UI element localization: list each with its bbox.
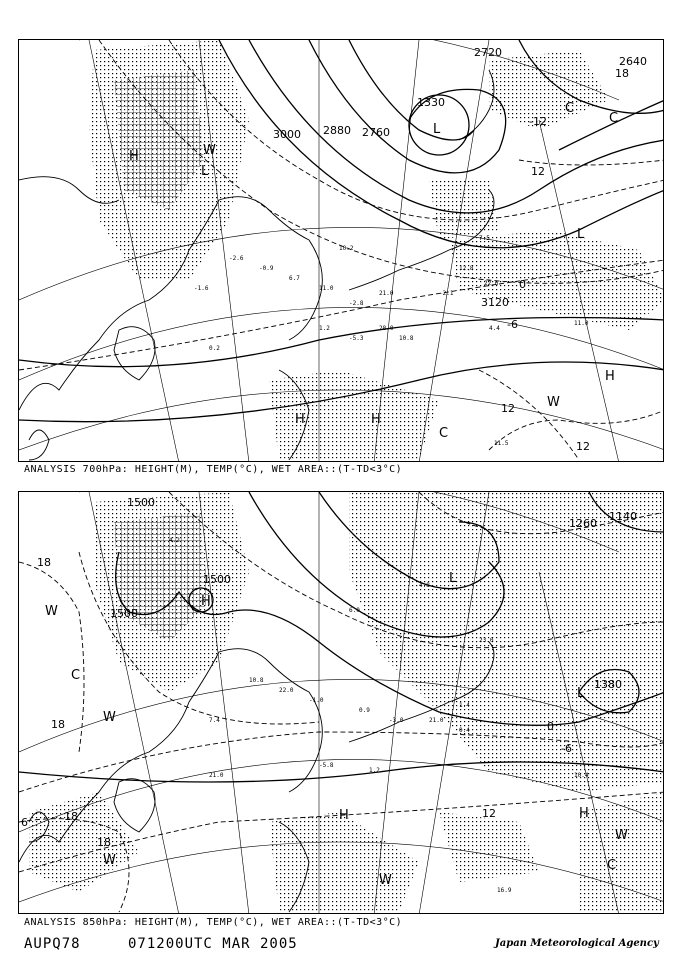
svg-text:4.8: 4.8 <box>419 582 430 589</box>
height-label: 1500 <box>110 607 138 620</box>
temp-label: 18 <box>37 556 51 569</box>
svg-text:16.9: 16.9 <box>497 887 512 894</box>
temp-label: 18 <box>615 67 629 80</box>
warm-center: W <box>547 395 560 410</box>
temp-label: -12 <box>529 115 547 128</box>
low-center: L <box>577 686 585 701</box>
cold-center: C <box>71 668 81 683</box>
svg-text:10.8: 10.8 <box>399 335 414 342</box>
temp-label: -6 <box>561 742 572 755</box>
map-panel-700hpa <box>18 39 664 462</box>
svg-text:21.0: 21.0 <box>429 717 444 724</box>
cold-center: C <box>607 858 617 873</box>
warm-center: W <box>103 710 116 725</box>
temp-label: 12 <box>482 807 496 820</box>
svg-text:11.0: 11.0 <box>574 320 589 327</box>
svg-text:7.5: 7.5 <box>479 235 490 242</box>
warm-center: W <box>103 853 116 868</box>
svg-text:-2.6: -2.6 <box>229 255 244 262</box>
chart-code: AUPQ78 <box>24 936 81 952</box>
low-center: L <box>201 164 209 179</box>
svg-text:6.0: 6.0 <box>349 607 360 614</box>
svg-text:0.4: 0.4 <box>459 727 470 734</box>
svg-text:4.4: 4.4 <box>489 325 500 332</box>
temp-label: 12 <box>576 440 590 453</box>
height-label: 1330 <box>417 96 445 109</box>
svg-text:0.9: 0.9 <box>359 707 370 714</box>
warm-center: W <box>615 828 628 843</box>
svg-text:-1.6: -1.6 <box>194 285 209 292</box>
height-label: 1260 <box>569 517 597 530</box>
low-center: L <box>433 122 441 137</box>
temp-label: 18 <box>64 810 78 823</box>
svg-text:21.0: 21.0 <box>209 772 224 779</box>
height-label: 2880 <box>323 124 351 137</box>
wet-areas <box>89 40 664 460</box>
svg-text:22.6: 22.6 <box>484 280 499 287</box>
svg-text:-2.1: -2.1 <box>439 290 454 297</box>
high-center: H <box>579 806 589 821</box>
cold-center: C <box>609 111 619 126</box>
high-center: H <box>295 412 305 427</box>
height-label: 1140 <box>609 510 637 523</box>
wet-areas <box>29 492 664 912</box>
height-label: 1380 <box>594 678 622 691</box>
svg-text:-3.0: -3.0 <box>389 717 404 724</box>
svg-text:-2.8: -2.8 <box>349 300 364 307</box>
svg-text:7.4: 7.4 <box>209 717 220 724</box>
svg-text:10.2: 10.2 <box>339 245 354 252</box>
high-center: H <box>129 149 139 164</box>
temp-label: 0 <box>547 720 554 733</box>
svg-text:23.0: 23.0 <box>479 637 494 644</box>
warm-center: W <box>203 143 216 158</box>
temp-label: 18 <box>51 718 65 731</box>
svg-text:6.7: 6.7 <box>289 275 300 282</box>
high-center: H <box>339 808 349 823</box>
svg-text:21.0: 21.0 <box>379 290 394 297</box>
svg-text:1.4: 1.4 <box>459 702 470 709</box>
panel-caption-700hpa: ANALYSIS 700hPa: HEIGHT(M), TEMP(°C), WET AREA::(T-TD<3°C) <box>24 464 403 475</box>
warm-center: W <box>45 604 58 619</box>
cold-center: C <box>439 426 449 441</box>
svg-text:0.2: 0.2 <box>209 345 220 352</box>
temp-label: 12 <box>501 402 515 415</box>
svg-text:22.0: 22.0 <box>279 687 294 694</box>
cold-center: C <box>565 101 575 116</box>
map-700hpa-svg <box>19 40 664 462</box>
temp-label: 6 <box>21 816 28 829</box>
svg-text:28.0: 28.0 <box>379 325 394 332</box>
height-label: 1500 <box>127 496 155 509</box>
high-center: H <box>201 594 211 609</box>
svg-text:12.8: 12.8 <box>459 265 474 272</box>
temp-label: 0 <box>519 278 526 291</box>
svg-text:1.2: 1.2 <box>319 325 330 332</box>
svg-text:10.8: 10.8 <box>249 677 264 684</box>
map-panel-850hpa <box>18 491 664 914</box>
valid-time: 071200UTC MAR 2005 <box>128 936 298 952</box>
height-label: 3000 <box>273 128 301 141</box>
height-label: 2720 <box>474 46 502 59</box>
svg-text:-0.9: -0.9 <box>259 265 274 272</box>
height-label: 1500 <box>203 573 231 586</box>
height-label: 2760 <box>362 126 390 139</box>
panel-caption-850hpa: ANALYSIS 850hPa: HEIGHT(M), TEMP(°C), WET AREA::(T-TD<3°C) <box>24 917 403 928</box>
svg-text:11.5: 11.5 <box>494 440 509 447</box>
map-850hpa-svg <box>19 492 664 914</box>
high-center: H <box>605 369 615 384</box>
low-center: L <box>577 227 585 242</box>
height-label: 2640 <box>619 55 647 68</box>
high-center: H <box>371 412 381 427</box>
svg-text:4.2: 4.2 <box>169 537 180 544</box>
svg-text:1.2: 1.2 <box>369 767 380 774</box>
agency-credit: Japan Meteorological Agency <box>495 938 659 949</box>
temp-label: 18 <box>97 836 111 849</box>
temp-label: -6 <box>507 318 518 331</box>
svg-text:-5.8: -5.8 <box>319 762 334 769</box>
temp-label: 12 <box>531 165 545 178</box>
svg-text:-1.0: -1.0 <box>309 697 324 704</box>
svg-text:11.0: 11.0 <box>319 285 334 292</box>
height-label: 3120 <box>481 296 509 309</box>
svg-text:10.4: 10.4 <box>574 772 589 779</box>
warm-center: W <box>379 873 392 888</box>
low-center: L <box>449 571 457 586</box>
svg-text:-5.3: -5.3 <box>349 335 364 342</box>
